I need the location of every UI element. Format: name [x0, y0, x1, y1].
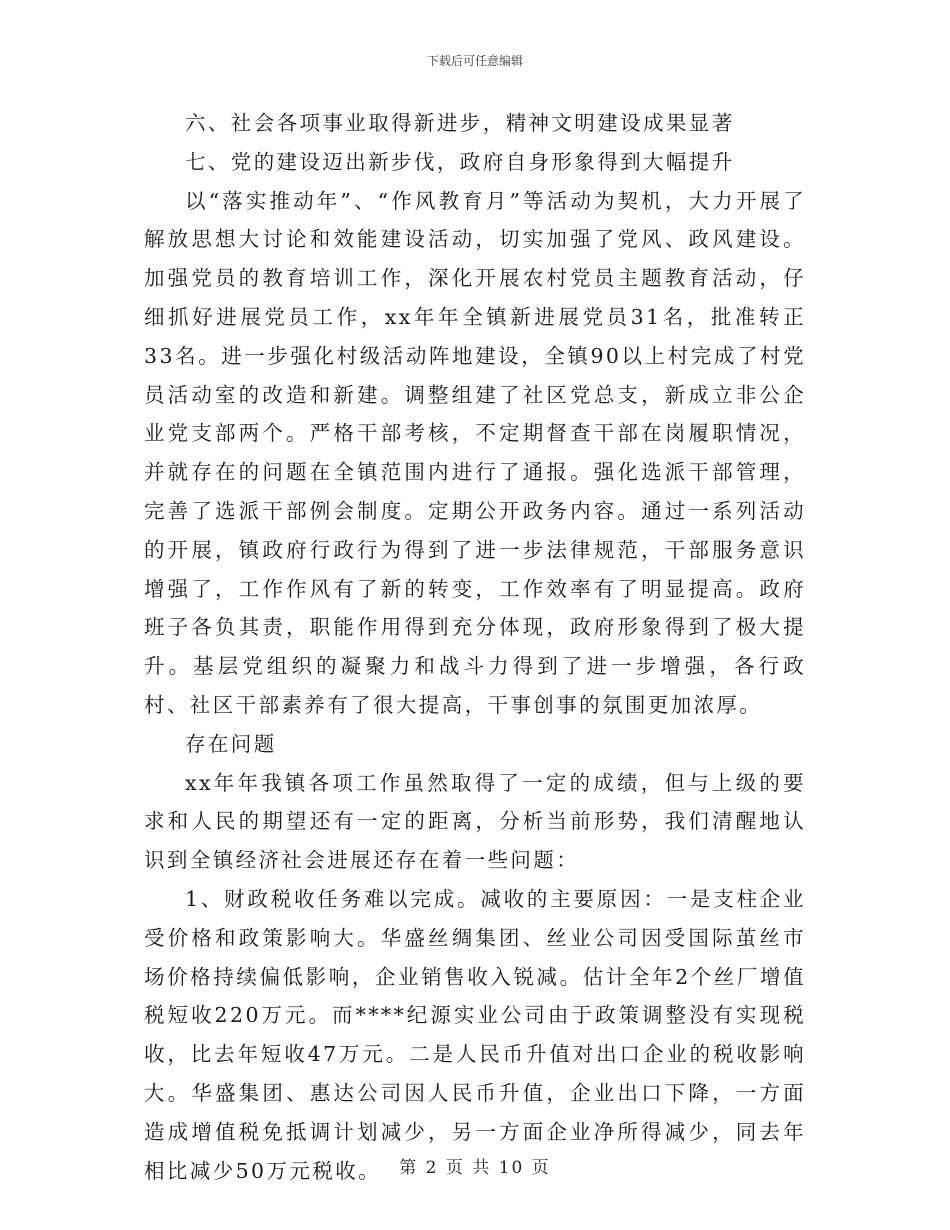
document-body	[144, 104, 806, 1190]
body-paragraph-problems-intro: xx年年我镇各项工作虽然取得了一定的成绩，但与上级的要求和人民的期望还有一定的距离，分析当前形势，我们清醒地认识到全镇经济社会进展还存在着一些问题：	[144, 770, 806, 873]
section-heading-problems: 存在问题	[185, 731, 277, 756]
section-heading-six: 六、社会各项事业取得新进步，精神文明建设成果显著	[185, 111, 735, 135]
body-paragraph-fiscal-revenue: 1、财政税收任务难以完成。减收的主要原因：一是支柱企业受价格和政策影响大。华盛丝绸集团、丝业公司因受国际茧丝市场价格持续偏低影响，企业销售收入锐减。估计全年2个丝厂增值税短收220万元。而****纪源实业公司由于政策调整没有实现税收，比去年短收47万元。二是人民币升值对出口企业的税收影响大。华盛集团、惠达公司因人民币升值，企业出口下降，一方面造成增值税免抵调计划减少，另一方面企业净所得减少，同去年相比减少50万元税收。	[144, 886, 806, 1183]
page-header: 下载后可任意编辑	[426, 54, 523, 68]
page-footer: 第 2 页 共 10 页	[399, 1158, 551, 1178]
section-heading-seven: 七、党的建设迈出新步伐，政府自身形象得到大幅提升	[185, 149, 735, 174]
body-paragraph-party-building: 以“落实推动年”、“作风教育月”等活动为契机，大力开展了解放思想大讨论和效能建设活动，切实加强了党风、政风建设。加强党员的教育培训工作，深化开展农村党员主题教育活动，仔细抓好进展党员工作，xx年年全镇新进展党员31名，批准转正33名。进一步强化村级活动阵地建设，全镇90以上村完成了村党员活动室的改造和新建。调整组建了社区党总支，新成立非公企业党支部两个。严格干部考核，不定期督查干部在岗履职情况，并就存在的问题在全镇范围内进行了通报。强化选派干部管理，完善了选派干部例会制度。定期公开政务内容。通过一系列活动的开展，镇政府行政行为得到了进一步法律规范，干部服务意识增强了，工作作风有了新的转变，工作效率有了明显提高。政府班子各负其责，职能作用得到充分体现，政府形象得到了极大提升。基层党组织的凝聚力和战斗力得到了进一步增强，各行政村、社区干部素养有了很大提高，干事创事的氛围更加浓厚。	[144, 188, 806, 717]
